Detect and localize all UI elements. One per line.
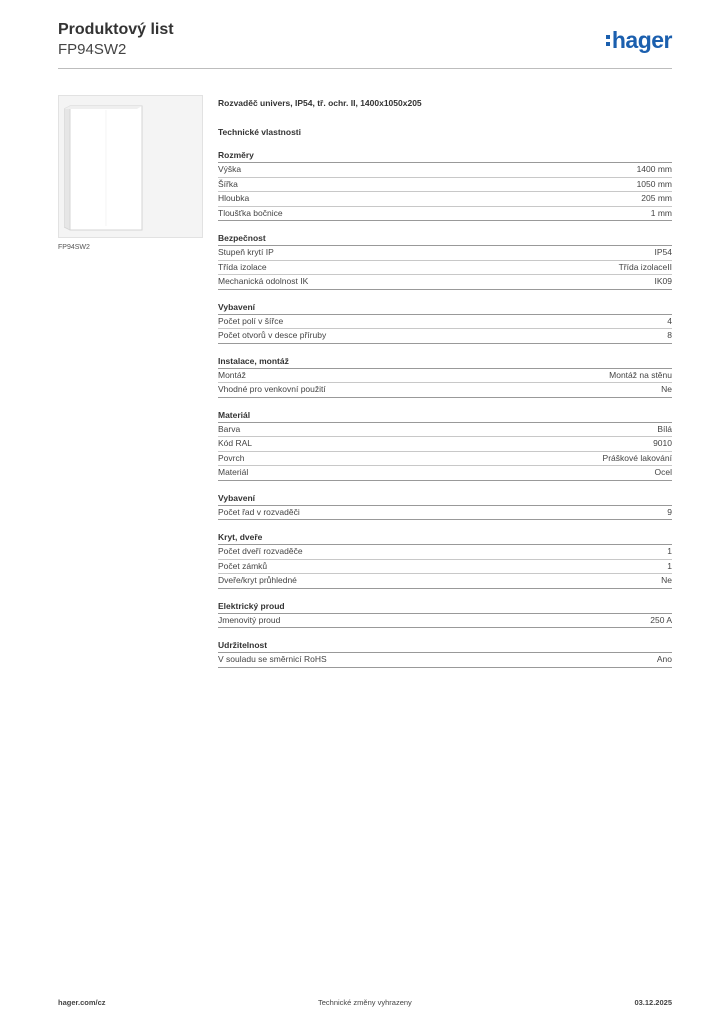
spec-value: Třída izolaceII: [618, 261, 672, 272]
spec-row: [218, 261, 672, 276]
spec-row: [218, 192, 672, 207]
spec-content: [218, 96, 672, 668]
spec-value: 9: [667, 506, 672, 517]
spec-label: Třída izolace: [218, 261, 267, 272]
logo-text: hager: [611, 27, 672, 53]
section-title: Instalace, montáž: [218, 356, 672, 369]
spec-label: Dveře/kryt průhledné: [218, 575, 297, 585]
spec-value: Ne: [661, 384, 672, 394]
spec-value: Práškové lakování: [602, 452, 672, 463]
section-title: Rozměry: [218, 150, 672, 163]
spec-label: V souladu se směrnicí RoHS: [218, 654, 327, 664]
spec-value: 8: [667, 330, 672, 340]
spec-label: Tloušťka bočnice: [218, 207, 283, 218]
spec-section: [218, 356, 672, 398]
spec-value: 1: [667, 546, 672, 556]
footer-notice: Technické změny vyhrazeny: [318, 998, 412, 1007]
spec-label: Počet otvorů v desce příruby: [218, 330, 327, 340]
spec-section: [218, 493, 672, 521]
spec-label: Povrch: [218, 452, 245, 463]
spec-label: Stupeň krytí IP: [218, 247, 274, 257]
section-title: Vybavení: [218, 493, 672, 506]
spec-label: Jmenovitý proud: [218, 614, 281, 625]
spec-row: [218, 163, 672, 178]
spec-value: 4: [667, 315, 672, 326]
logo-dots-icon: [606, 35, 610, 46]
spec-row: [218, 574, 672, 589]
spec-label: Počet zámků: [218, 560, 268, 571]
spec-label: Počet řad v rozvaděči: [218, 506, 300, 517]
spec-section: [218, 640, 672, 668]
spec-row: [218, 178, 672, 193]
spec-row: [218, 437, 672, 452]
spec-value: Ne: [661, 575, 672, 585]
spec-value: Ocel: [654, 467, 672, 477]
footer-website: hager.com/cz: [58, 998, 106, 1007]
section-title: Elektrický proud: [218, 601, 672, 614]
spec-value: IK09: [654, 276, 672, 286]
spec-row: [218, 329, 672, 344]
section-title: Udržitelnost: [218, 640, 672, 653]
spec-row: [218, 560, 672, 575]
spec-label: Počet polí v šířce: [218, 315, 284, 326]
spec-value: 205 mm: [641, 193, 672, 203]
page-title: Produktový list: [58, 21, 174, 38]
spec-value: 1: [667, 560, 672, 571]
spec-row: [218, 369, 672, 384]
spec-row: [218, 383, 672, 398]
product-image: [58, 95, 203, 238]
spec-row: [218, 207, 672, 222]
spec-label: Hloubka: [218, 193, 250, 203]
page-header: [58, 20, 174, 59]
spec-label: Vhodné pro venkovní použití: [218, 384, 326, 394]
spec-section: [218, 532, 672, 589]
tech-heading: Technické vlastnosti: [218, 127, 301, 137]
spec-label: Materiál: [218, 467, 249, 477]
section-title: Vybavení: [218, 302, 672, 315]
cabinet-icon: [64, 102, 144, 232]
spec-label: Šířka: [218, 178, 238, 189]
spec-row: [218, 275, 672, 290]
product-description: Rozvaděč univers, IP54, tř. ochr. II, 1400x1050x205: [218, 98, 422, 108]
spec-row: [218, 506, 672, 521]
product-code: FP94SW2: [58, 41, 127, 58]
spec-value: Bílá: [657, 423, 672, 434]
spec-row: [218, 452, 672, 467]
spec-row: [218, 545, 672, 560]
spec-value: Montáž na stěnu: [609, 369, 672, 380]
spec-row: [218, 246, 672, 261]
spec-section: [218, 302, 672, 344]
spec-value: 1 mm: [650, 207, 672, 218]
spec-value: 1050 mm: [636, 178, 672, 189]
spec-value: 250 A: [650, 614, 672, 625]
spec-section: [218, 410, 672, 481]
spec-row: [218, 614, 672, 629]
footer-date: 03.12.2025: [634, 998, 672, 1007]
spec-row: [218, 423, 672, 438]
spec-row: [218, 315, 672, 330]
spec-label: Kód RAL: [218, 438, 253, 448]
spec-row: [218, 466, 672, 481]
spec-value: 1400 mm: [636, 164, 672, 174]
spec-value: Ano: [656, 654, 672, 664]
spec-row: [218, 653, 672, 668]
spec-label: Výška: [218, 164, 242, 174]
spec-label: Mechanická odolnost IK: [218, 276, 309, 286]
section-title: Kryt, dveře: [218, 532, 672, 545]
header-divider: [58, 68, 672, 69]
spec-section: [218, 601, 672, 629]
spec-value: 9010: [653, 438, 672, 448]
spec-value: IP54: [654, 247, 672, 257]
section-title: Bezpečnost: [218, 233, 672, 246]
image-caption: FP94SW2: [58, 244, 90, 251]
spec-section: [218, 233, 672, 290]
section-title: Materiál: [218, 410, 672, 423]
spec-section: [218, 150, 672, 221]
spec-label: Montáž: [218, 369, 246, 380]
spec-label: Počet dveří rozvaděče: [218, 546, 303, 556]
spec-sections: [218, 150, 672, 668]
hager-logo: [606, 28, 672, 52]
spec-label: Barva: [218, 423, 241, 434]
